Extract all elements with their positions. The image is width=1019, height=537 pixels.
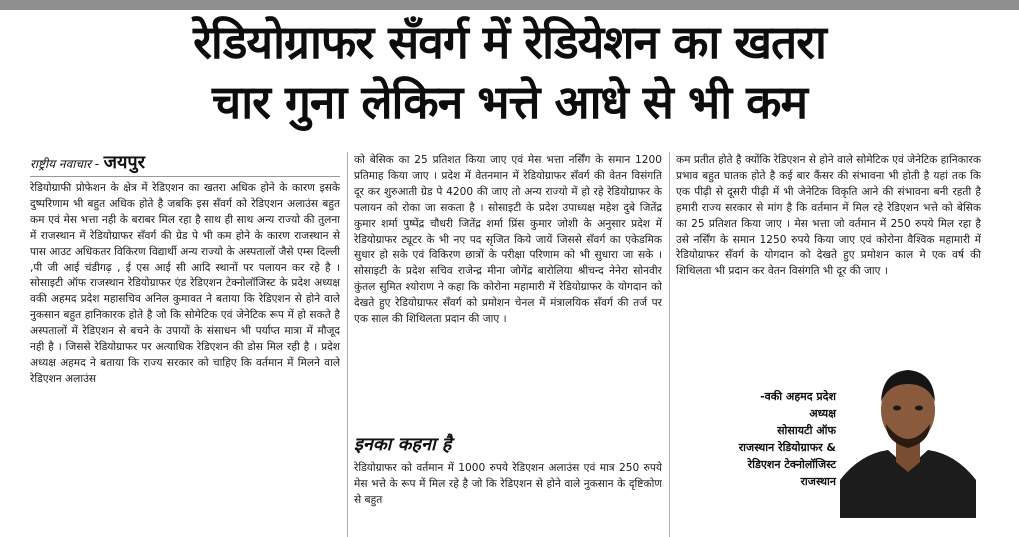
person-portrait-icon	[840, 350, 976, 518]
column-divider-1	[347, 152, 348, 537]
quote-subheading: इनका कहना है	[354, 434, 452, 455]
quote-attribution	[676, 388, 836, 490]
quote-org-line-2: राजस्थान रेडियोग्राफर &	[738, 441, 836, 454]
quote-title: अध्यक्ष	[809, 407, 836, 420]
headline-line-1: रेडियोग्राफर सँवर्ग में रेडियेशन का खतरा	[193, 15, 826, 69]
article-column-1: रेडियोग्राफी प्रोफेशन के क्षेत्र में रेडिएशन का खतरा अधिक होने के कारण इसके दुष्परिणाम भी बहुत अधिक होते है जबकि इस सँवर्ग को रेडिएशन अलाउंस बहुत कम एवं मेस भत्ता नही के बराबर मिल रहा है साथ ही साथ अन्य राज्यो की तुलना में राजस्थान में रेडियोग्राफर सँवर्ग की ग्रेड पे भी कम होने के कारण राजस्थान से पास आउट अधिकतर विकिरण विद्यार्थी अन्य राज्यो के अस्पतालों जैसे एम्स दिल्ली ,पी जी आई चंडीगढ़ , ई एस आई सी आदि स्थानों पर पलायन कर रहे है । सोसाइटी ऑफ राजस्थान रेडियोग्राफर एंड रेडिएशन टेक्नोलॉजिस्ट के प्रदेश अध्यक्ष वकी अहमद प्रदेश महासचिव अनिल कुमावत ने बताया कि रेडिएशन से होने वाले नुकसान बहुत हानिकारक होते है जो कि सोमेटिक एवं जेनेटिक रूप में हो सकते है अस्पतालों में रेडिएशन से बचने के उपायों के संसाधन भी पर्याप्त मात्रा में मौजूद नही है । जिससे रेडियोग्राफर पर अत्याधिक रेडिएशन की डोस मिल रही है । प्रदेश अध्यक्ष अहमद ने बताया कि राज्य सरकार को चाहिए कि वर्तमान में मिलने वाले रेडिएशन अलाउंस	[30, 182, 340, 385]
column-divider-2	[669, 152, 670, 537]
article-column-2-continued: रेडियोग्राफर को वर्तमान में 1000 रुपये रेडिएशन अलाउंस एवं मात्र 250 रुपये मेस भत्ते के रूप में मिल रहे है जो कि रेडिएशन से होने वाले नुकसान के दृष्टिकोण से बहुत	[354, 462, 662, 506]
dateline	[30, 152, 340, 177]
quote-org-line-1: सोसायटी ऑफ	[777, 424, 836, 437]
headline	[0, 12, 1019, 132]
dateline-source: राष्ट्रीय नवाचार -	[30, 157, 100, 171]
article-column-2: को बेसिक का 25 प्रतिशत किया जाए एवं मेस भत्ता नर्सिंग के समान 1200 प्रतिमाह किया जाए । प्रदेश में वेतनमान में रेडियोग्राफर सँवर्ग की वेतन विसंगति दूर कर शुरुआती ग्रेड पे 4200 की जाए तो अन्य राज्यो में हो रहे रेडियोग्राफर के पलायन को रोका जा सकता है । सोसाइटी के प्रदेश उपाध्यक्ष महेश दुबे जितेंद्र कुमार शर्मा पुष्पेंद्र चौधरी जितेंद्र शर्मा प्रिंस कुमार जोशी के अनुसार प्रदेश में रेडियोग्राफर ट्यूटर के भी नए पद सृजित किये जायें जिससे सँवर्ग का एकेडमिक सुधार हो सके एवं विकिरण छात्रों के परीक्षा परिणाम को भी सुधारा जा सके । सोसाइटी के प्रदेश सचिव राजेन्द्र मीना जोगेंद्र बारोलिया श्रीचन्द नेनेरा सोनवीर कुंतल सुमित श्योराण ने कहा कि कोरोना महामारी में रेडियोग्राफर के योगदान को देखते हुए रेडियोग्राफर सँवर्ग को प्रमोशन चेनल में मंत्रालयिक सँवर्ग की तर्ज पर एक साल की शिथिलता प्रदान की जाए ।	[354, 154, 662, 326]
quote-name: -वकी अहमद प्रदेश	[760, 390, 836, 403]
dateline-city: जयपुर	[103, 152, 145, 173]
article-column-3: कम प्रतीत होते है क्योंकि रेडिएशन से होने वाले सोमेटिक एवं जेनेटिक हानिकारक प्रभाव बहुत घातक होते है कई बार कैंसर की संभावना भी होती है यहां तक कि एक पीढ़ी से दूसरी पीढ़ी में भी जेनेटिक विकृति आने की संभावना बनी रहती है हमारी राज्य सरकार से मांग है कि वर्तमान में मिल रहे रेडिएशन भत्ते को बेसिक का 25 प्रतिशत किया जाए । मेस भत्ता जो वर्तमान में 250 रुपये मिल रहा है उसे नर्सिंग के समान 1250 रुपये किया जाए एवं कोरोना वैश्विक महामारी में रेडियोग्राफर सँवर्ग के योगदान को देखते हुए प्रमोशन काल मे एक वर्ष की शिथिलता भी प्रदान कर वेतन विसंगति भी दूर की जाए ।	[676, 154, 981, 278]
person-photo	[840, 350, 976, 518]
quote-org-line-4: राजस्थान	[800, 475, 836, 488]
top-banner-bar	[0, 0, 1019, 10]
headline-line-2: चार गुना लेकिन भत्ते आधे से भी कम	[212, 75, 807, 129]
quote-org-line-3: रेडिएशन टेक्नोलॉजिस्ट	[747, 458, 836, 471]
